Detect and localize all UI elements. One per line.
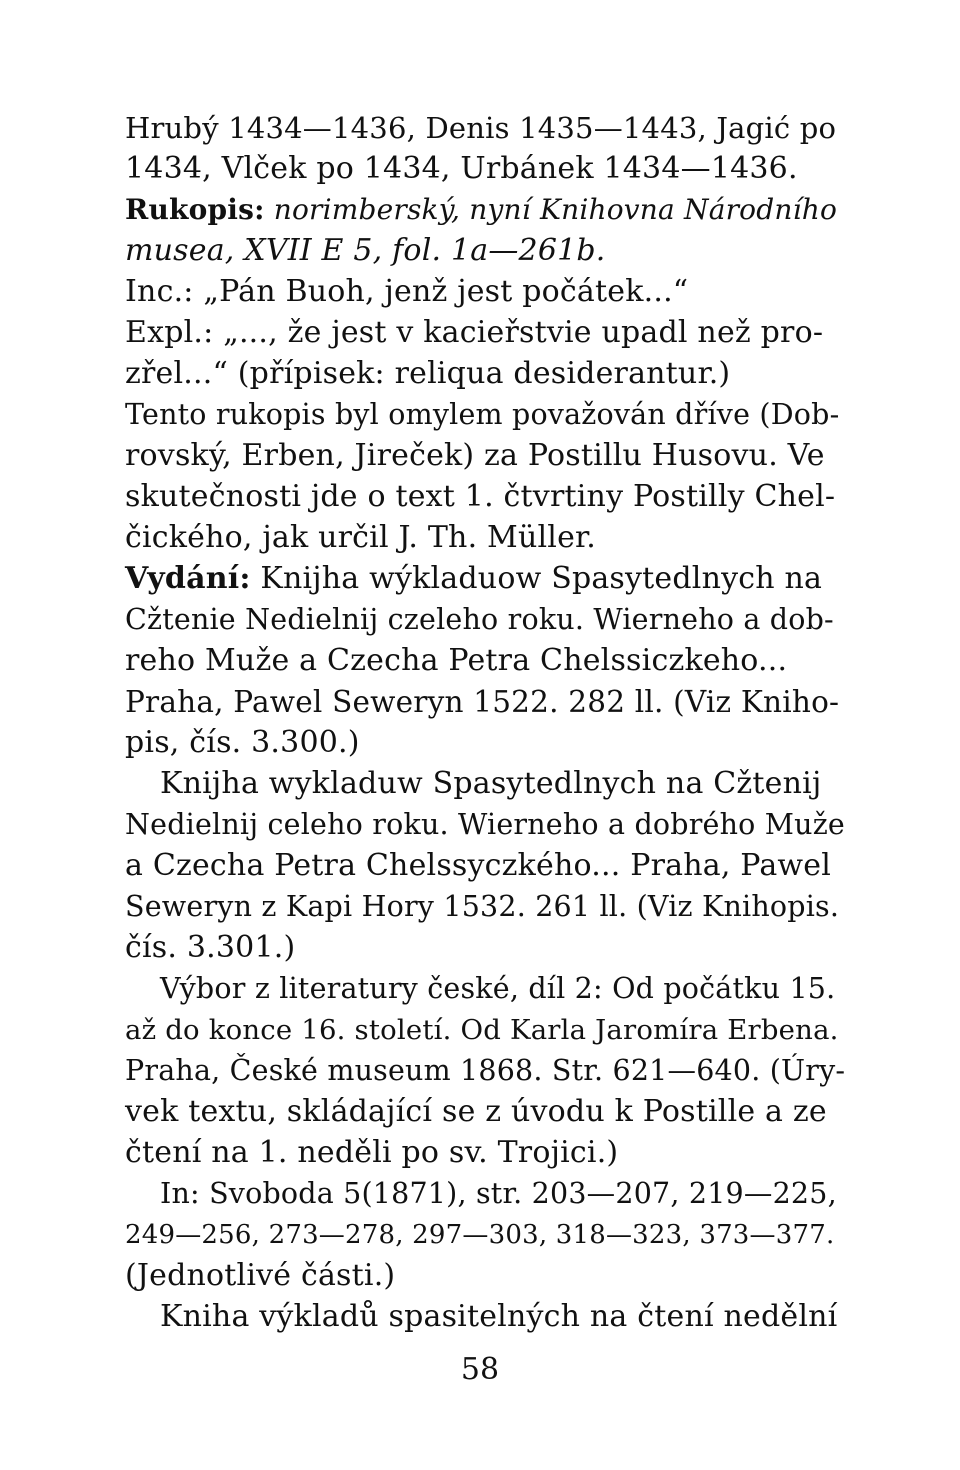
text-line: čís. 3.301.) bbox=[125, 930, 296, 965]
text-line: rovský, Erben, Jireček) za Postillu Husovu. Ve bbox=[125, 438, 825, 473]
text-line: Cžtenie Nedielnij czeleho roku. Wierneho a dob- bbox=[125, 603, 834, 636]
text-line: Kniha výkladů spasitelných na čtení nedělní bbox=[160, 1299, 838, 1334]
text-line: Praha, Pawel Seweryn 1522. 282 ll. (Viz Kniho- bbox=[125, 685, 840, 719]
explicit-line: Expl.: „..., že jest v kacieřstvie upadl než pro- bbox=[125, 315, 824, 350]
rukopis-line bbox=[125, 190, 845, 230]
text-line: pis, čís. 3.300.) bbox=[125, 725, 360, 760]
text-line: čického, jak určil J. Th. Müller. bbox=[125, 520, 597, 555]
text-line: čtení na 1. neděli po sv. Trojici.) bbox=[125, 1135, 619, 1170]
vydani-label: Vydání: bbox=[125, 561, 251, 596]
rukopis-label: Rukopis: bbox=[125, 193, 265, 226]
text-line: vek textu, skládající se z úvodu k Postille a ze bbox=[125, 1094, 827, 1129]
text-line: musea, XVII E 5, fol. 1a—261b. bbox=[125, 233, 606, 268]
text-line: až do konce 16. století. Od Karla Jaromíra Erbena. bbox=[125, 1014, 839, 1046]
rukopis-text: norimberský, nyní Knihovna Národního bbox=[264, 193, 838, 226]
page-number: 58 bbox=[460, 1352, 500, 1387]
text-line: In: Svoboda 5(1871), str. 203—207, 219—225, bbox=[160, 1177, 837, 1210]
text-line: 1434, Vlček po 1434, Urbánek 1434—1436. bbox=[125, 151, 798, 186]
text-line: a Czecha Petra Chelssyczkého... Praha, Pawel bbox=[125, 848, 832, 883]
text-line: Nedielnij celeho roku. Wierneho a dobrého Muže bbox=[125, 808, 845, 841]
text-line: skutečnosti jde o text 1. čtvrtiny Postilly Chel- bbox=[125, 479, 836, 514]
text-line: zřel...“ (přípisek: reliqua desiderantur.) bbox=[125, 356, 731, 391]
text-line: reho Muže a Czecha Petra Chelssiczkeho... bbox=[125, 643, 788, 678]
text-line: Výbor z literatury české, díl 2: Od počátku 15. bbox=[160, 972, 836, 1005]
vydani-line bbox=[125, 559, 845, 599]
text-line: Tento rukopis byl omylem považován dříve (Dob- bbox=[125, 398, 840, 431]
text-line: Seweryn z Kapi Hory 1532. 261 ll. (Viz Knihopis. bbox=[125, 890, 840, 923]
incipit-line: Inc.: „Pán Buoh, jenž jest počátek...“ bbox=[125, 274, 689, 309]
vydani-text: Knijha wýkladuow Spasytedlnych na bbox=[250, 561, 823, 596]
text-line: Hrubý 1434—1436, Denis 1435—1443, Jagić po bbox=[125, 111, 837, 145]
text-line: (Jednotlivé části.) bbox=[125, 1258, 396, 1293]
text-line: Knijha wykladuw Spasytedlnych na Cžtenij bbox=[160, 766, 822, 801]
text-line: Praha, České museum 1868. Str. 621—640. (Úry- bbox=[125, 1054, 846, 1087]
text-line: 249—256, 273—278, 297—303, 318—323, 373—377. bbox=[125, 1220, 835, 1250]
